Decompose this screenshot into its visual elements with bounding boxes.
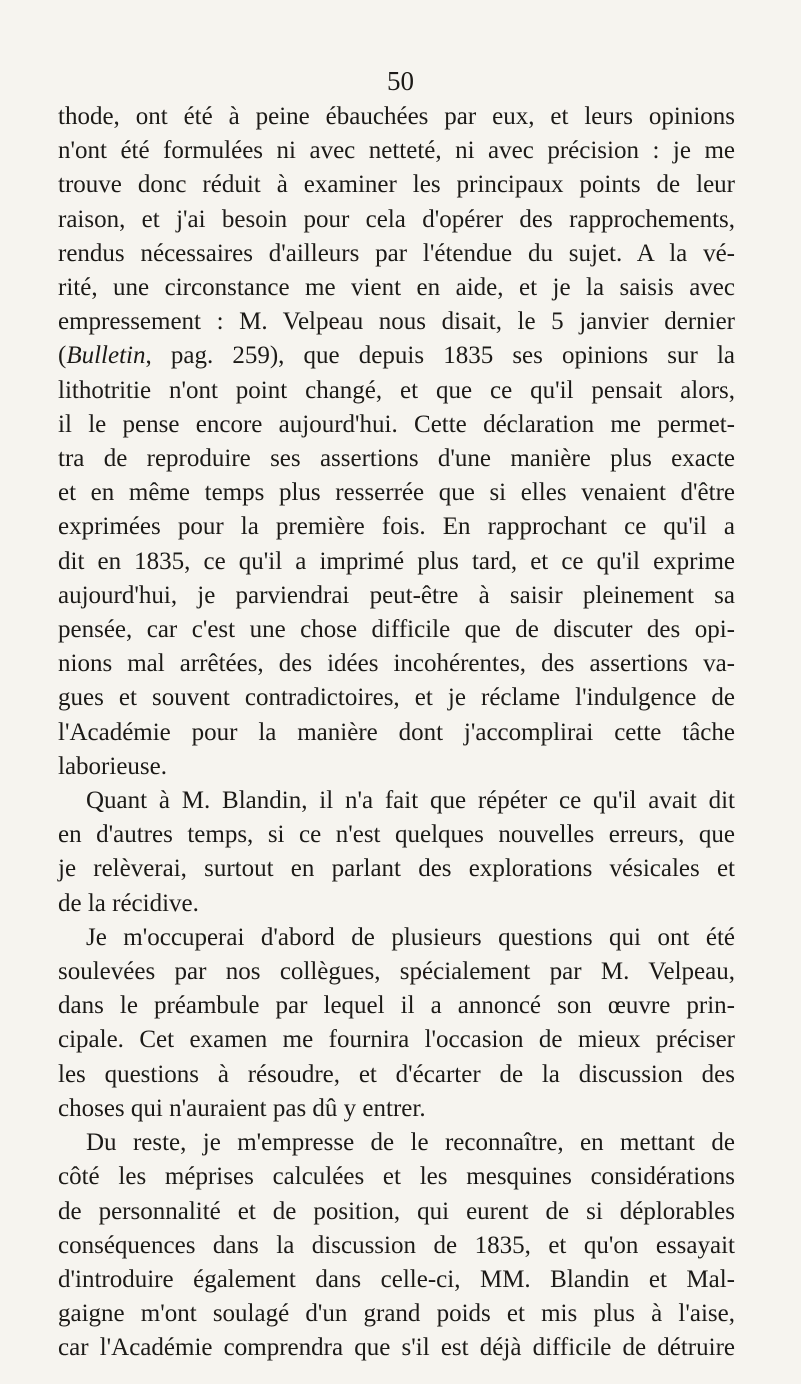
text-line: (Bulletin, pag. 259), que depuis 1835 ses opinions sur la — [58, 342, 735, 370]
text-line: choses qui n'auraient pas dû y entrer. — [58, 1094, 426, 1122]
text-line: de la récidive. — [58, 889, 199, 917]
text-line: nions mal arrêtées, des idées incohérentes, des assertions va- — [58, 650, 735, 678]
text-line: de personnalité et de position, qui eurent de si déplorables — [58, 1197, 735, 1225]
text-line: en d'autres temps, si ce n'est quelques nouvelles erreurs, que — [58, 821, 735, 849]
paragraph-1 — [58, 100, 735, 784]
text-line: cipale. Cet examen me fournira l'occasion de mieux préciser — [58, 1026, 735, 1054]
text-line: conséquences dans la discussion de 1835, et qu'on essayait — [58, 1231, 735, 1259]
text-line: gues et souvent contradictoires, et je réclame l'indulgence de — [58, 684, 735, 712]
text-line: thode, ont été à peine ébauchées par eux, et leurs opinions — [58, 103, 735, 130]
text-line: pensée, car c'est une chose difficile que de discuter des opi- — [58, 616, 735, 644]
text-line: l'Académie pour la manière dont j'accomplirai cette tâche — [58, 718, 735, 746]
text-line: empressement : M. Velpeau nous disait, le 5 janvier dernier — [58, 308, 735, 336]
text-line: aujourd'hui, je parviendrai peut-être à saisir pleinement sa — [58, 581, 735, 609]
page-number: 50 — [387, 66, 414, 96]
text-line: Du reste, je m'empresse de le reconnaître, en mettant de — [86, 1129, 735, 1157]
text-line: tra de reproduire ses assertions d'une manière plus exacte — [58, 445, 735, 473]
text-line: je relèverai, surtout en parlant des explorations vésicales et — [58, 855, 735, 883]
text-line: rité, une circonstance me vient en aide, et je la saisis avec — [58, 274, 735, 302]
paragraph-2 — [58, 784, 735, 921]
text-line: côté les méprises calculées et les mesquines considérations — [58, 1163, 735, 1191]
text-line: soulevées par nos collègues, spécialement par M. Velpeau, — [58, 958, 735, 986]
text-line: lithotritie n'ont point changé, et que ce qu'il pensait alors, — [58, 376, 735, 404]
body-text — [58, 100, 735, 1366]
text-line: exprimées pour la première fois. En rapprochant ce qu'il a — [58, 513, 735, 541]
text-line: il le pense encore aujourd'hui. Cette déclaration me permet- — [58, 410, 735, 438]
text-line: raison, et j'ai besoin pour cela d'opérer des rapprochements, — [58, 205, 735, 233]
text-line: et en même temps plus resserrée que si elles venaient d'être — [58, 479, 735, 507]
text-line: car l'Académie comprendra que s'il est déjà difficile de détruire — [58, 1334, 735, 1362]
text-line: n'ont été formulées ni avec netteté, ni avec précision : je me — [58, 137, 735, 165]
text-line: gaigne m'ont soulagé d'un grand poids et mis plus à l'aise, — [58, 1300, 735, 1328]
text-line: dit en 1835, ce qu'il a imprimé plus tard, et ce qu'il exprime — [58, 547, 735, 575]
text-line: les questions à résoudre, et d'écarter de la discussion des — [58, 1060, 735, 1088]
paragraph-3 — [58, 921, 735, 1126]
text-line: Je m'occuperai d'abord de plusieurs questions qui ont été — [86, 923, 735, 951]
text-line: d'introduire également dans celle-ci, MM. Blandin et Mal- — [58, 1265, 735, 1293]
text-line: rendus nécessaires d'ailleurs par l'étendue du sujet. A la vé- — [58, 239, 735, 267]
text-line: dans le préambule par lequel il a annoncé son œuvre prin- — [58, 992, 735, 1020]
paragraph-4 — [58, 1126, 735, 1365]
text-line: Quant à M. Blandin, il n'a fait que répéter ce qu'il avait dit — [86, 787, 735, 815]
text-line: trouve donc réduit à examiner les principaux points de leur — [58, 171, 735, 199]
text-line: laborieuse. — [58, 752, 167, 780]
